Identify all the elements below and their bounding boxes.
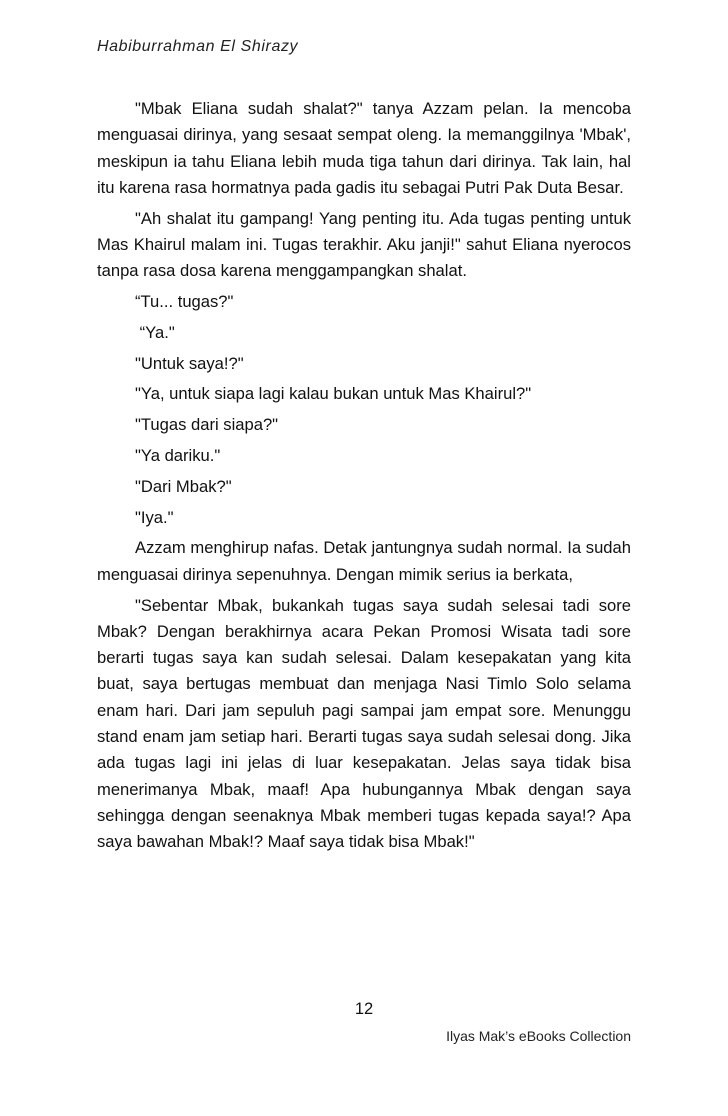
paragraph: Azzam menghirup nafas. Detak jantungnya sudah normal. Ia sudah menguasai dirinya sepenuhnya. Dengan mimik serius ia berkata, [97, 538, 631, 584]
body-text [97, 96, 631, 860]
running-header-author: Habiburrahman El Shirazy [97, 38, 299, 55]
paragraph: "Untuk saya!?" [135, 353, 244, 373]
page-number: 12 [354, 1000, 374, 1018]
paragraph: "Iya." [135, 507, 174, 527]
paragraph: "Sebentar Mbak, bukankah tugas saya sudah selesai tadi sore Mbak? Dengan berakhirnya acara Pekan Promosi Wisata tadi sore berarti tugas saya kan sudah selesai. Dalam kesepakatan yang kita buat, saya bertugas membuat dan menjaga Nasi Timlo Solo selama enam hari. Dari jam sepuluh pagi sampai jam empat sore. Menunggu stand enam jam setiap hari. Berarti tugas saya sudah selesai dong. Jika ada tugas lagi ini jelas di luar kesepakatan. Jelas saya tidak bisa menerimanya Mbak, maaf! Apa hubungannya Mbak dengan saya sehingga dengan seenaknya Mbak memberi tugas kepada saya!? Apa saya bawahan Mbak!? Maaf saya tidak bisa Mbak!" [97, 595, 631, 852]
paragraph: "Dari Mbak?" [135, 476, 232, 496]
paragraph: "Mbak Eliana sudah shalat?" tanya Azzam pelan. Ia mencoba menguasai dirinya, yang sesaat sempat oleng. Ia memanggilnya 'Mbak', meskipun ia tahu Eliana lebih muda tiga tahun dari dirinya. Tak lain, hal itu karena rasa hormatnya pada gadis itu sebagai Putri Pak Duta Besar. [97, 99, 631, 197]
paragraph: "Ya, untuk siapa lagi kalau bukan untuk Mas Khairul?" [135, 384, 532, 404]
footer-credit: Ilyas Mak’s eBooks Collection [446, 1028, 631, 1044]
paragraph: "Ya dariku." [135, 446, 221, 466]
paragraph: "Tugas dari siapa?" [135, 415, 279, 435]
paragraph: “Ya." [135, 322, 175, 342]
paragraph: “Tu... tugas?" [135, 292, 234, 312]
paragraph: "Ah shalat itu gampang! Yang penting itu. Ada tugas penting untuk Mas Khairul malam ini. Tugas terakhir. Aku janji!" sahut Eliana nyerocos tanpa rasa dosa karena menggampangkan shalat. [97, 208, 631, 281]
